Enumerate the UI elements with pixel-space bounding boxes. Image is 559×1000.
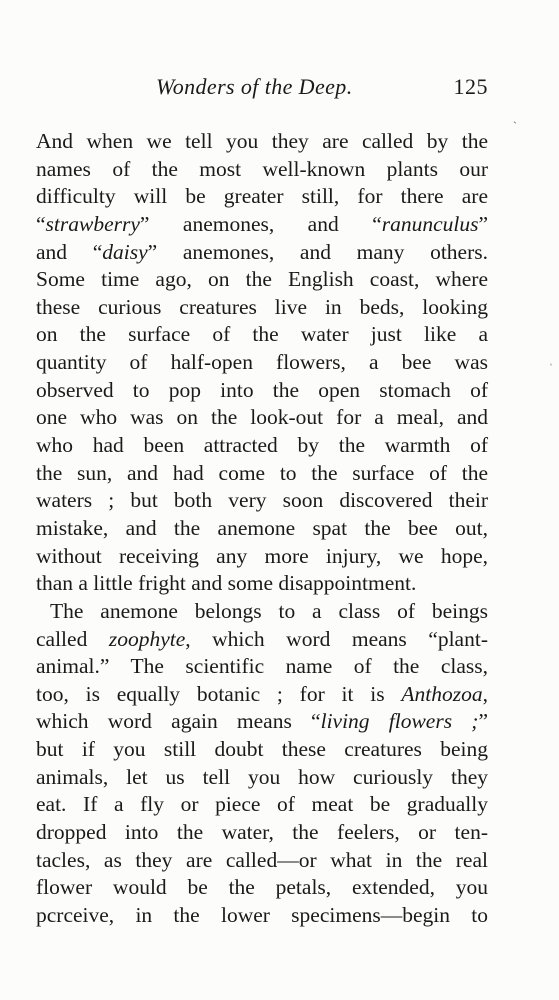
text-span: without receiving any more injury, we hope, — [36, 543, 488, 568]
text-span: names of the most well-known plants our — [36, 156, 488, 181]
text-span: ” anemones, and many others. — [147, 239, 488, 264]
text-span: pcrceive, in the lower specimens—begin to — [36, 902, 488, 927]
text-line — [36, 791, 488, 819]
text-line — [36, 543, 488, 571]
text-span: The anemone belongs to a class of beings — [50, 598, 488, 623]
page-number: 125 — [453, 74, 488, 99]
text-line — [36, 128, 488, 156]
text-span: one who was on the look-out for a meal, and — [36, 405, 488, 430]
text-line — [36, 515, 488, 543]
text-line — [36, 460, 488, 488]
text-span: ” — [478, 709, 488, 734]
text-line — [36, 681, 488, 709]
text-span: ” — [478, 211, 488, 236]
text-line — [36, 377, 488, 405]
text-line — [36, 902, 488, 930]
text-span: difficulty will be greater still, for there are — [36, 184, 488, 209]
text-span: on the surface of the water just like a — [36, 322, 488, 347]
text-line — [36, 432, 488, 460]
text-line — [36, 156, 488, 184]
text-span: mistake, and the anemone spat the bee out, — [36, 515, 488, 540]
italic-text: ranunculus — [381, 211, 479, 236]
italic-text: Anthozoa — [401, 681, 483, 706]
text-span: Some time ago, on the English coast, where — [36, 267, 488, 292]
italic-text: zoophyte — [108, 626, 186, 651]
speck-mark: ˌ — [549, 352, 553, 366]
speck-mark: ˎ — [513, 110, 517, 124]
italic-text: living flowers ; — [320, 709, 479, 734]
text-span: animals, let us tell you how curiously they — [36, 764, 488, 789]
text-line — [36, 321, 488, 349]
text-line — [36, 487, 488, 515]
text-line — [36, 819, 488, 847]
italic-text: daisy — [102, 239, 148, 264]
text-span: too, is equally botanic ; for it is — [36, 681, 402, 706]
text-span: who had been attracted by the warmth of — [36, 433, 488, 458]
text-span: “ — [36, 211, 46, 236]
text-line — [36, 708, 488, 736]
text-line — [36, 874, 488, 902]
text-span: but if you still doubt these creatures being — [36, 737, 488, 762]
text-line — [36, 266, 488, 294]
body-text — [36, 128, 488, 930]
text-line — [36, 294, 488, 322]
text-line — [36, 239, 488, 267]
text-span: than a little fright and some disappointment. — [36, 571, 417, 596]
text-line — [36, 211, 488, 239]
text-span: these curious creatures live in beds, looking — [36, 294, 488, 319]
text-span: which word again means “ — [36, 709, 321, 734]
text-line — [36, 570, 488, 598]
text-span: , — [482, 681, 488, 706]
italic-text: strawberry — [45, 211, 140, 236]
text-span: dropped into the water, the feelers, or ten- — [36, 820, 488, 845]
text-span: observed to pop into the open stomach of — [36, 377, 488, 402]
text-span: called — [36, 626, 109, 651]
text-span: quantity of half-open flowers, a bee was — [36, 350, 488, 375]
running-head — [36, 74, 488, 108]
text-line — [36, 626, 488, 654]
text-span: waters ; but both very soon discovered their — [36, 488, 488, 513]
text-line — [36, 349, 488, 377]
text-line — [36, 653, 488, 681]
text-span: eat. If a fly or piece of meat be gradually — [36, 792, 488, 817]
text-span: ” anemones, and “ — [139, 211, 382, 236]
text-span: the sun, and had come to the surface of the — [36, 460, 488, 485]
text-span: And when we tell you they are called by the — [36, 129, 488, 153]
text-line — [36, 847, 488, 875]
text-line — [36, 183, 488, 211]
text-span: and “ — [36, 239, 103, 264]
text-line — [36, 404, 488, 432]
text-span: , which word means “plant- — [185, 626, 488, 651]
running-title: Wonders of the Deep. — [156, 74, 353, 99]
text-line — [36, 764, 488, 792]
text-span: flower would be the petals, extended, you — [36, 875, 488, 900]
text-span: tacles, as they are called—or what in the real — [36, 847, 488, 872]
text-line — [36, 736, 488, 764]
text-span: animal.” The scientific name of the class, — [36, 654, 488, 679]
text-line — [36, 598, 488, 626]
